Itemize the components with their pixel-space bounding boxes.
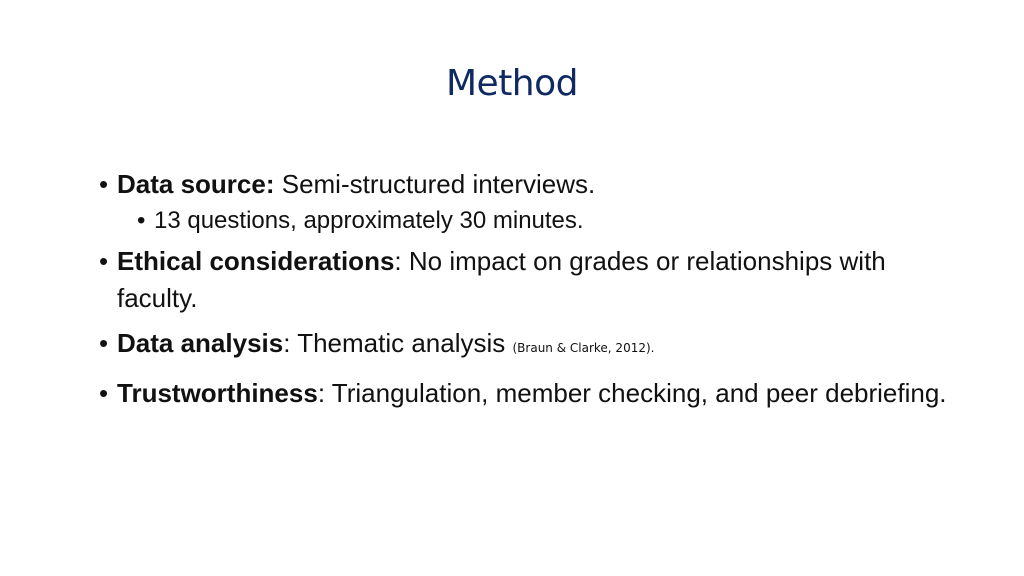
subbullet-questions xyxy=(137,205,969,237)
bullet-label: Data analysis xyxy=(117,328,284,358)
bullet-data-analysis xyxy=(99,325,969,367)
bullet-trustworthiness xyxy=(99,375,969,412)
citation: (Braun & Clarke, 2012). xyxy=(512,341,655,355)
bullet-dot-icon: • xyxy=(99,378,109,408)
bullet-text: : No impact on grades or relationships with faculty. xyxy=(117,246,886,313)
bullet-label: Ethical considerations xyxy=(117,246,395,276)
bullet-data-source xyxy=(99,166,969,203)
bullet-text: Semi-structured interviews. xyxy=(274,169,596,199)
slide-body xyxy=(99,166,969,420)
subbullet-text: 13 questions, approximately 30 minutes. xyxy=(154,207,584,234)
slide-title: Method xyxy=(445,63,579,104)
bullet-text: : Triangulation, member checking, and peer debriefing. xyxy=(317,378,947,408)
bullet-ethical-considerations xyxy=(99,243,969,317)
bullet-text: : Thematic analysis xyxy=(283,328,513,358)
bullet-dot-icon: • xyxy=(137,207,146,234)
bullet-label: Trustworthiness xyxy=(117,378,318,408)
bullet-dot-icon: • xyxy=(99,169,109,199)
bullet-label: Data source: xyxy=(117,169,275,199)
bullet-dot-icon: • xyxy=(99,246,109,276)
bullet-dot-icon: • xyxy=(99,328,109,358)
